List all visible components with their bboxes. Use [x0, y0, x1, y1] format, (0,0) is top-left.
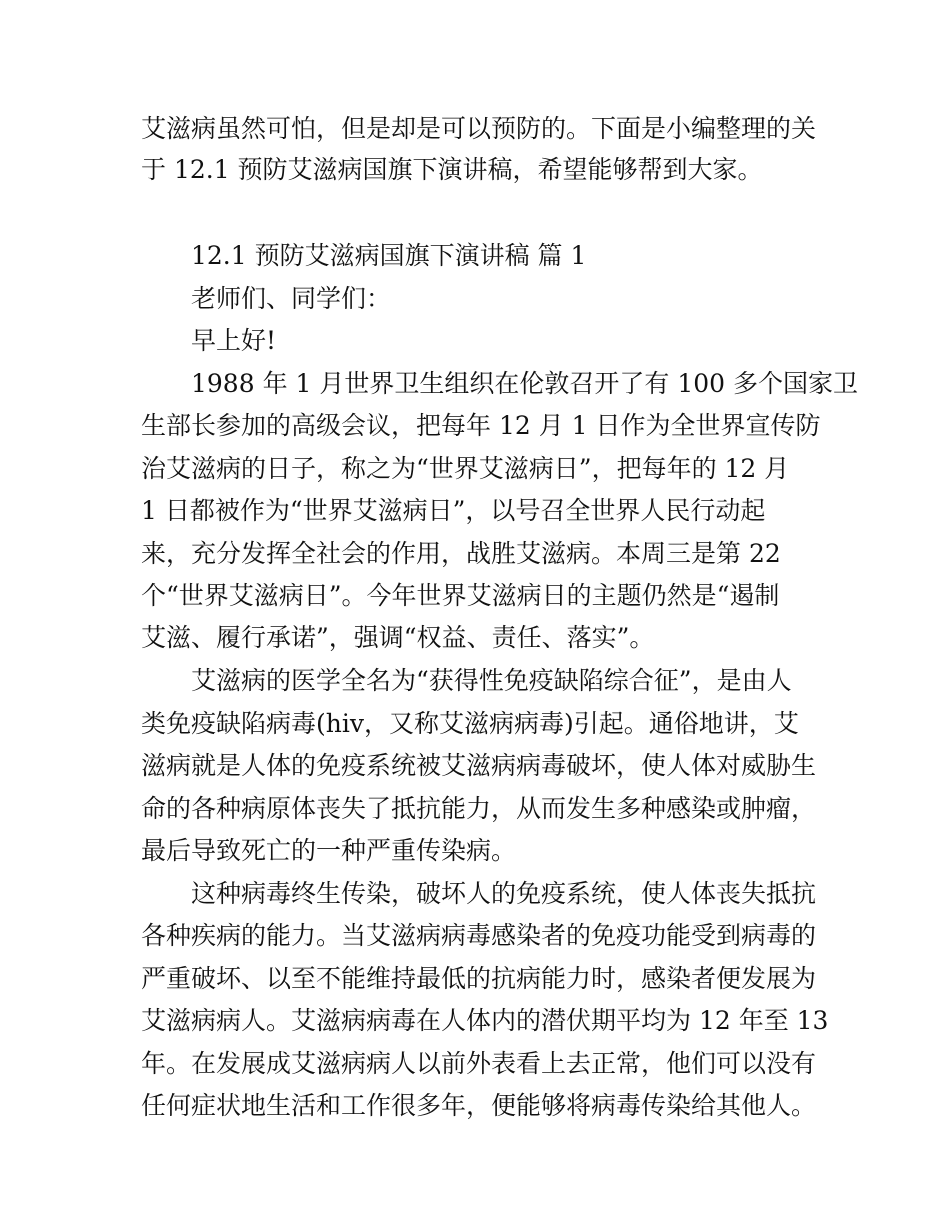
paragraph-1-line: 个“世界艾滋病日”。今年世界艾滋病日的主题仍然是“遏制 — [141, 581, 780, 610]
intro-line-2: 于 12.1 预防艾滋病国旗下演讲稿，希望能够帮到大家。 — [141, 155, 763, 184]
article-title: 12.1 预防艾滋病国旗下演讲稿 篇 1 — [191, 241, 587, 270]
paragraph-1-line: 1988 年 1 月世界卫生组织在伦敦召开了有 100 多个国家卫 — [191, 369, 858, 398]
salutation: 老师们、同学们： — [191, 284, 392, 313]
paragraph-3-line: 这种病毒终生传染，破坏人的免疫系统，使人体丧失抵抗 — [191, 879, 817, 908]
paragraph-2-line: 类免疫缺陷病毒(hiv，又称艾滋病病毒)引起。通俗地讲，艾 — [141, 709, 799, 738]
paragraph-2-line: 最后导致死亡的一种严重传染病。 — [141, 836, 517, 865]
paragraph-3-line: 各种疾病的能力。当艾滋病病毒感染者的免疫功能受到病毒的 — [141, 921, 817, 950]
paragraph-3-line: 艾滋病病人。艾滋病病毒在人体内的潜伏期平均为 12 年至 13 — [141, 1006, 829, 1035]
paragraph-2-line: 滋病就是人体的免疫系统被艾滋病病毒破坏，使人体对威胁生 — [141, 751, 817, 780]
greeting: 早上好! — [191, 326, 277, 355]
paragraph-1-line: 治艾滋病的日子，称之为“世界艾滋病日”，把每年的 12 月 — [141, 454, 790, 483]
paragraph-3-line: 任何症状地生活和工作很多年，便能够将病毒传染给其他人。 — [141, 1091, 817, 1120]
paragraph-1-line: 生部长参加的高级会议，把每年 12 月 1 日作为全世界宣传防 — [141, 411, 821, 440]
paragraph-1-line: 艾滋、履行承诺”，强调“权益、责任、落实”。 — [141, 623, 655, 652]
paragraph-1-line: 来，充分发挥全社会的作用，战胜艾滋病。本周三是第 22 — [141, 539, 781, 568]
paragraph-3-line: 严重破坏、以至不能维持最低的抗病能力时，感染者便发展为 — [141, 964, 817, 993]
paragraph-2-line: 艾滋病的医学全名为“获得性免疫缺陷综合征”，是由人 — [191, 666, 792, 695]
paragraph-3-line: 年。在发展成艾滋病病人以前外表看上去正常，他们可以没有 — [141, 1049, 817, 1078]
paragraph-1-line: 1 日都被作为“世界艾滋病日”，以号召全世界人民行动起 — [141, 496, 766, 525]
paragraph-2-line: 命的各种病原体丧失了抵抗能力，从而发生多种感染或肿瘤， — [141, 794, 817, 823]
intro-line-1: 艾滋病虽然可怕，但是却是可以预防的。下面是小编整理的关 — [141, 114, 817, 143]
